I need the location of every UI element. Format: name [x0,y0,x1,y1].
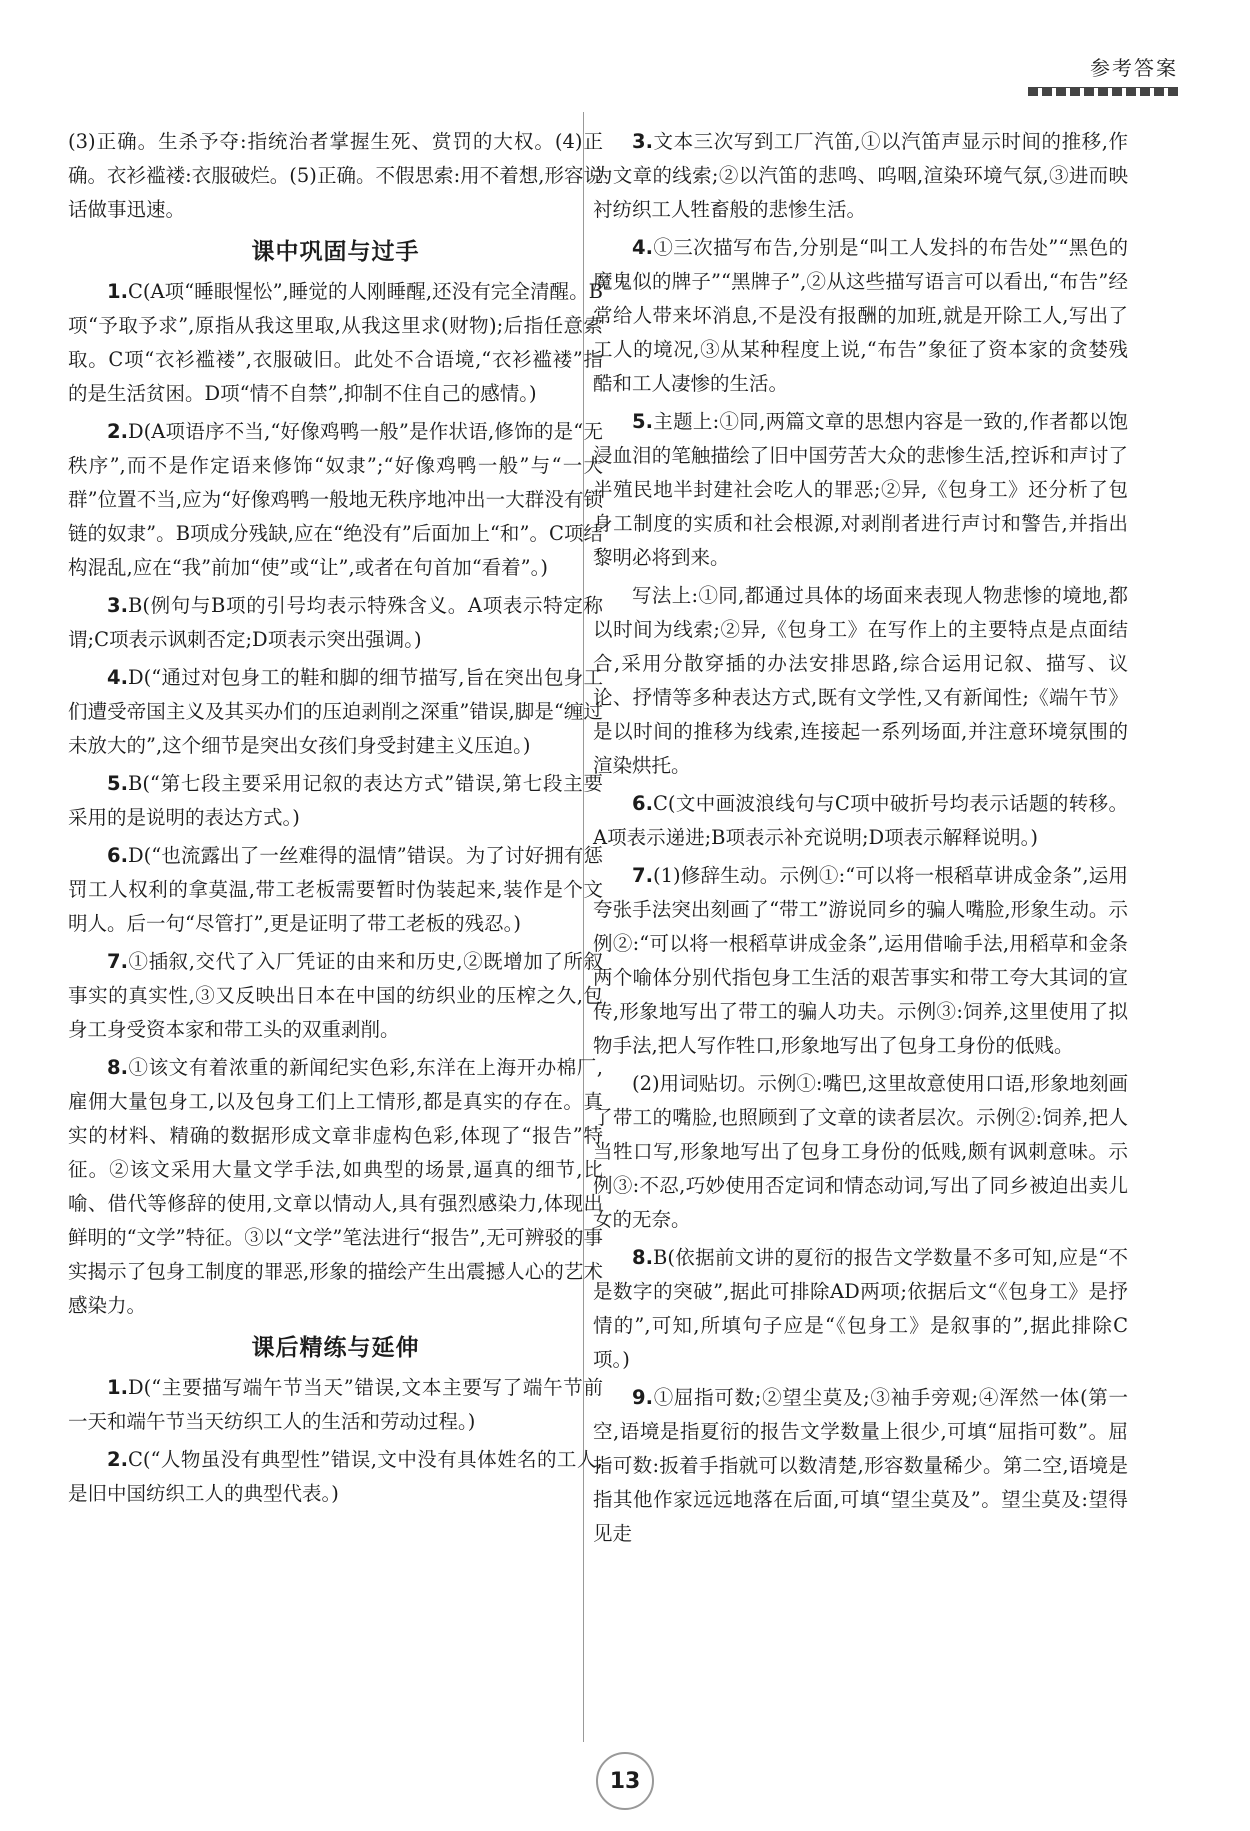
header-title: 参考答案 [1090,56,1178,80]
answer-list-continued [593,125,1128,1551]
page-number: 13 [596,1752,654,1810]
answer-number: 9. [632,1386,653,1409]
answer-number: 3. [107,594,128,617]
answer-item [68,1443,603,1511]
answer-item [593,125,1128,227]
answer-item [68,839,603,941]
answer-text: D(A项语序不当,“好像鸡鸭一般”是作状语,修饰的是“无秩序”,而不是作定语来修饰“奴隶”;“好像鸡鸭一般”与“一大群”位置不当,应为“好像鸡鸭一般地无秩序地冲出一大群没有锁链的奴隶”。B项成分残缺,应在“绝没有”后面加上“和”。C项结构混乱,应在“我”前加“使”或“让”,或者在句首加“看着”。) [68,420,603,579]
answer-item [593,859,1128,1063]
answer-number: 7. [107,950,128,973]
answer-text: C(文中画波浪线句与C项中破折号均表示话题的转移。A项表示递进;B项表示补充说明;D项表示解释说明。) [593,792,1128,849]
answer-item [68,945,603,1047]
page-header [1028,52,1178,96]
answer-text: 文本三次写到工厂汽笛,①以汽笛声显示时间的推移,作为文章的线索;②以汽笛的悲鸣、呜咽,渲染环境气氛,③进而映衬纺织工人牲畜般的悲惨生活。 [593,130,1128,221]
answer-number: 1. [107,1376,128,1399]
answer-text: B(例句与B项的引号均表示特殊含义。A项表示特定称谓;C项表示讽刺否定;D项表示突出强调。) [68,594,603,651]
answer-text: ①三次描写布告,分别是“叫工人发抖的布告处”“黑色的魔鬼似的牌子”“黑牌子”,②从这些描写语言可以看出,“布告”经常给人带来坏消息,不是没有报酬的加班,就是开除工人,写出了工人的境况,③从某种程度上说,“布告”象征了资本家的贪婪残酷和工人凄惨的生活。 [593,236,1128,395]
answer-item [68,1371,603,1439]
header-decoration [1028,87,1178,96]
answer-item [593,1241,1128,1377]
answer-text: B(依据前文讲的夏衍的报告文学数量不多可知,应是“不是数字的突破”,据此可排除AD两项;依据后文“《包身工》是抒情的”,可知,所填句子应是“《包身工》是叙事的”,据此排除C项。) [593,1246,1128,1371]
answer-number: 5. [632,410,653,433]
answer-item [68,589,603,657]
answer-item [593,231,1128,401]
answer-text: C(A项“睡眼惺忪”,睡觉的人刚睡醒,还没有完全清醒。B项“予取予求”,原指从我这里取,从我这里求(财物);后指任意索取。C项“衣衫褴褛”,衣服破旧。此处不合语境,“衣衫褴褛”指的是生活贫困。D项“情不自禁”,抑制不住自己的感情。) [68,280,603,405]
answer-text: ①屈指可数;②望尘莫及;③袖手旁观;④浑然一体(第一空,语境是指夏衍的报告文学数量上很少,可填“屈指可数”。屈指可数:扳着手指就可以数清楚,形容数量稀少。第二空,语境是指其他作家远远地落在后面,可填“望尘莫及”。望尘莫及:望得见走 [593,1386,1128,1545]
answer-number: 4. [107,666,128,689]
section-title-after-class: 课后精练与延伸 [251,1335,420,1361]
answer-text: 写法上:①同,都通过具体的场面来表现人物悲惨的境地,都以时间为线索;②异,《包身工》在写作上的主要特点是点面结合,采用分散穿插的办法安排思路,综合运用记叙、描写、议论、抒情等多种表达方式,既有文学性,又有新闻性;《端午节》是以时间的推移为线索,连接起一系列场面,并注意环境氛围的渲染烘托。 [593,584,1128,777]
answer-item [593,1067,1128,1237]
answer-text: ①插叙,交代了入厂凭证的由来和历史,②既增加了所叙事实的真实性,③又反映出日本在中国的纺织业的压榨之久,包身工身受资本家和带工头的双重剥削。 [68,950,603,1041]
answer-text: (2)用词贴切。示例①:嘴巴,这里故意使用口语,形象地刻画了带工的嘴脸,也照顾到了文章的读者层次。示例②:饲养,把人当牲口写,形象地写出了包身工身份的低贱,颇有讽刺意味。示例③:不忍,巧妙使用否定词和情态动词,写出了同乡被迫出卖儿女的无奈。 [593,1072,1128,1231]
answer-number: 5. [107,772,128,795]
answer-number: 2. [107,420,128,443]
answer-text: (1)修辞生动。示例①:“可以将一根稻草讲成金条”,运用夸张手法突出刻画了“带工”游说同乡的骗人嘴脸,形象生动。示例②:“可以将一根稻草讲成金条”,运用借喻手法,用稻草和金条两个喻体分别代指包身工生活的艰苦事实和带工夸大其词的宣传,形象地写出了带工的骗人功夫。示例③:饲养,这里使用了拟物手法,把人写作牲口,形象地写出了包身工身份的低贱。 [593,864,1128,1057]
answer-list-after-class [68,1371,603,1511]
answer-text: ①该文有着浓重的新闻纪实色彩,东洋在上海开办棉厂,雇佣大量包身工,以及包身工们上工情形,都是真实的存在。真实的材料、精确的数据形成文章非虚构色彩,体现了“报告”特征。②该文采用大量文学手法,如典型的场景,逼真的细节,比喻、借代等修辞的使用,文章以情动人,具有强烈感染力,体现出鲜明的“文学”特征。③以“文学”笔法进行“报告”,无可辨驳的事实揭示了包身工制度的罪恶,形象的描绘产生出震撼人心的艺术感染力。 [68,1056,603,1317]
answer-text: D(“主要描写端午节当天”错误,文本主要写了端午节前一天和端午节当天纺织工人的生活和劳动过程。) [68,1376,603,1433]
answer-item [68,1051,603,1323]
answer-number: 7. [632,864,653,887]
answer-number: 2. [107,1448,128,1471]
right-column [593,125,1128,1555]
left-column [68,125,603,1515]
answer-number: 6. [107,844,128,867]
answer-item [68,661,603,763]
answer-item [593,405,1128,575]
answer-number: 8. [632,1246,653,1269]
answer-text: B(“第七段主要采用记叙的表达方式”错误,第七段主要采用的是说明的表达方式。) [68,772,603,829]
answer-number: 3. [632,130,653,153]
section-title-in-class: 课中巩固与过手 [251,239,420,265]
answer-list-in-class [68,275,603,1323]
answer-item [68,275,603,411]
answer-number: 4. [632,236,653,259]
answer-text: D(“通过对包身工的鞋和脚的细节描写,旨在突出包身工们遭受帝国主义及其买办们的压迫剥削之深重”错误,脚是“缠过未放大的”,这个细节是突出女孩们身受封建主义压迫。) [68,666,603,757]
answer-item [593,1381,1128,1551]
answer-item [593,787,1128,855]
answer-number: 1. [107,280,128,303]
answer-item [68,415,603,585]
answer-text: C(“人物虽没有典型性”错误,文中没有具体姓名的工人,是旧中国纺织工人的典型代表。) [68,1448,603,1505]
answer-number: 8. [107,1056,128,1079]
answer-item [593,579,1128,783]
answer-text: D(“也流露出了一丝难得的温情”错误。为了讨好拥有惩罚工人权利的拿莫温,带工老板需要暂时伪装起来,装作是个文明人。后一句“尽管打”,更是证明了带工老板的残忍。) [68,844,603,935]
answer-number: 6. [632,792,653,815]
answer-item [68,767,603,835]
answer-text: 主题上:①同,两篇文章的思想内容是一致的,作者都以饱浸血泪的笔触描绘了旧中国劳苦大众的悲惨生活,控诉和声讨了半殖民地半封建社会吃人的罪恶;②异,《包身工》还分析了包身工制度的实质和社会根源,对剥削者进行声讨和警告,并指出黎明必将到来。 [593,410,1128,569]
intro-paragraph: (3)正确。生杀予夺:指统治者掌握生死、赏罚的大权。(4)正确。衣衫褴褛:衣服破烂。(5)正确。不假思索:用不着想,形容说话做事迅速。 [68,130,603,221]
